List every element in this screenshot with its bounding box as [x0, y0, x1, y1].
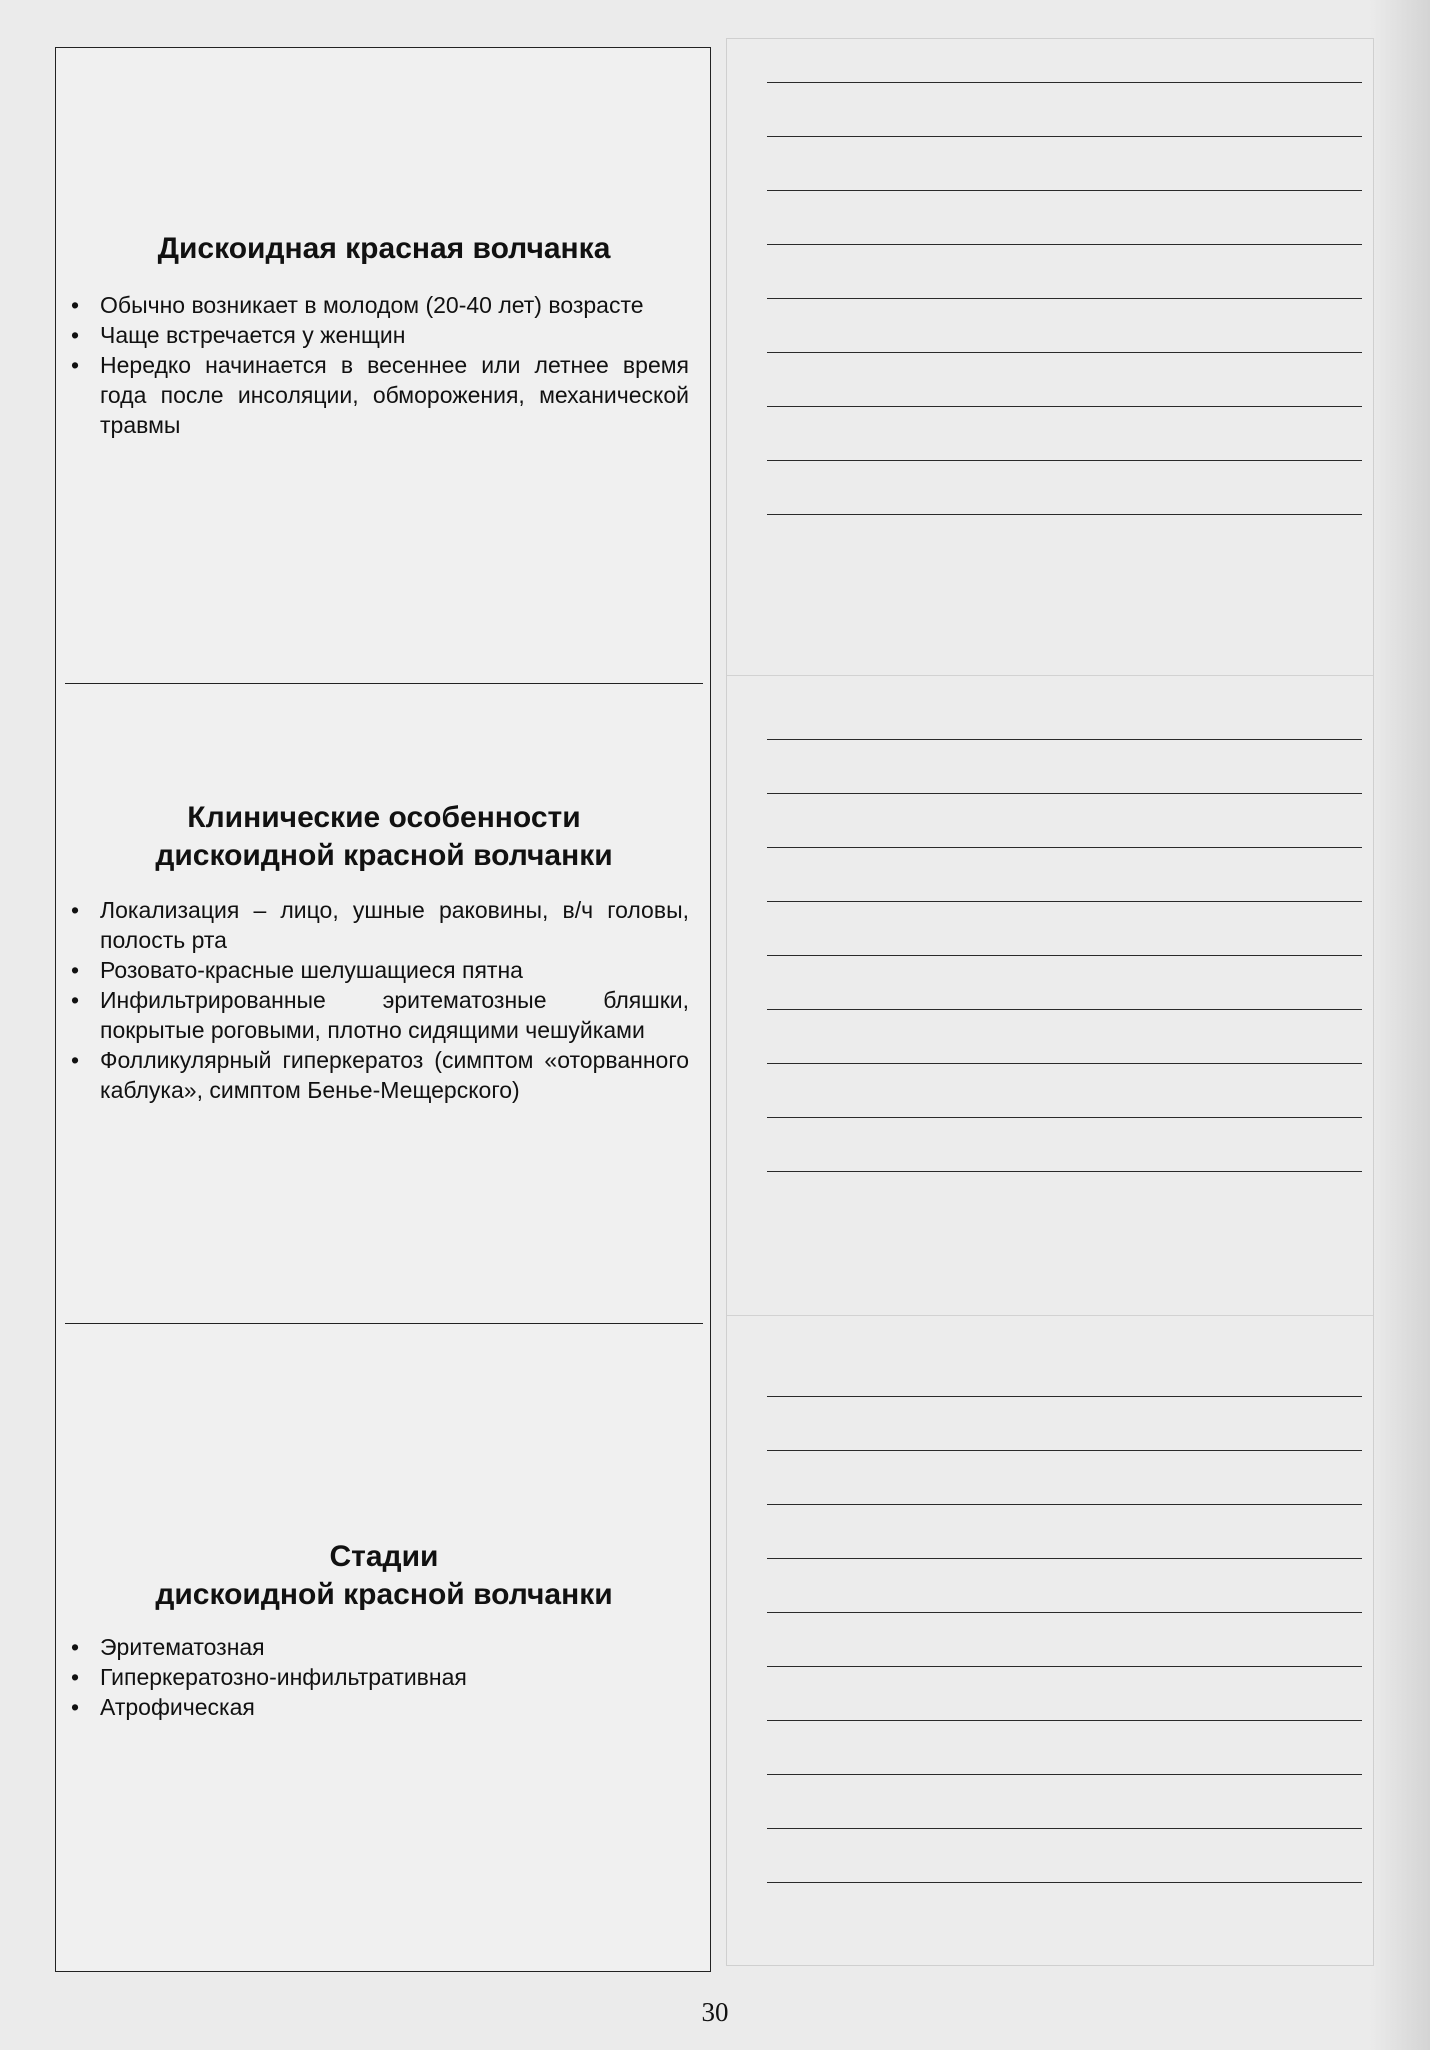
list-item: • Фолликулярный гиперкератоз (симптом «оторванного каблука», симптом Бенье-Мещерского): [65, 1045, 689, 1105]
slide-title-line: Клинические особенности: [187, 801, 581, 834]
note-line: [767, 136, 1362, 137]
note-line: [767, 514, 1362, 515]
notes-block-divider: [727, 675, 1373, 676]
slide-title-line: Дискоидная красная волчанка: [157, 232, 611, 265]
note-line: [767, 1063, 1362, 1064]
note-line: [767, 244, 1362, 245]
notes-block-divider: [727, 1315, 1373, 1316]
list-item: • Гиперкератозно-инфильтративная: [65, 1662, 689, 1692]
slide-title-line: дискоидной красной волчанки: [155, 1578, 613, 1611]
notes-column: [726, 38, 1374, 1966]
list-item: • Эритематозная: [65, 1632, 689, 1662]
slide-clinical-features: [65, 684, 703, 1324]
note-line: [767, 1450, 1362, 1451]
bullet-list: [65, 290, 703, 440]
list-item: • Инфильтрированные эритематозные бляшки, покрытые роговыми, плотно сидящими чешуйками: [65, 985, 689, 1045]
slides-column: [55, 47, 711, 1972]
note-line: [767, 298, 1362, 299]
bullet-list: [65, 895, 703, 1105]
slide-stages: [65, 1324, 703, 1973]
slide-title: [65, 230, 703, 268]
list-item: • Обычно возникает в молодом (20-40 лет) возрасте: [65, 290, 689, 320]
page-number: 30: [701, 1997, 729, 2027]
note-line: [767, 1666, 1362, 1667]
list-item: • Атрофическая: [65, 1692, 689, 1722]
note-line: [767, 901, 1362, 902]
note-line: [767, 190, 1362, 191]
note-line: [767, 1720, 1362, 1721]
note-line: [767, 1504, 1362, 1505]
list-item: • Розовато-красные шелушащиеся пятна: [65, 955, 689, 985]
slide-title-line: Стадии: [329, 1540, 439, 1573]
page-edge-shadow: [1370, 0, 1430, 2050]
note-line: [767, 847, 1362, 848]
bullet-list: [65, 1632, 703, 1722]
note-line: [767, 82, 1362, 83]
list-item: • Чаще встречается у женщин: [65, 320, 689, 350]
note-line: [767, 1612, 1362, 1613]
note-line: [767, 1171, 1362, 1172]
note-line: [767, 352, 1362, 353]
note-line: [767, 739, 1362, 740]
note-line: [767, 1117, 1362, 1118]
note-line: [767, 1828, 1362, 1829]
slide-title-line: дискоидной красной волчанки: [155, 839, 613, 872]
note-line: [767, 1396, 1362, 1397]
slide-title: [65, 799, 703, 875]
note-line: [767, 460, 1362, 461]
note-line: [767, 793, 1362, 794]
slide-title: [65, 1538, 703, 1614]
note-line: [767, 1009, 1362, 1010]
list-item: • Локализация – лицо, ушные раковины, в/ч головы, полость рта: [65, 895, 689, 955]
slide-discoid-lupus: [65, 48, 703, 684]
note-line: [767, 955, 1362, 956]
note-line: [767, 1774, 1362, 1775]
note-line: [767, 1882, 1362, 1883]
note-line: [767, 1558, 1362, 1559]
list-item: • Нередко начинается в весеннее или летнее время года после инсоляции, обморожения, механической травмы: [65, 350, 689, 440]
note-line: [767, 406, 1362, 407]
